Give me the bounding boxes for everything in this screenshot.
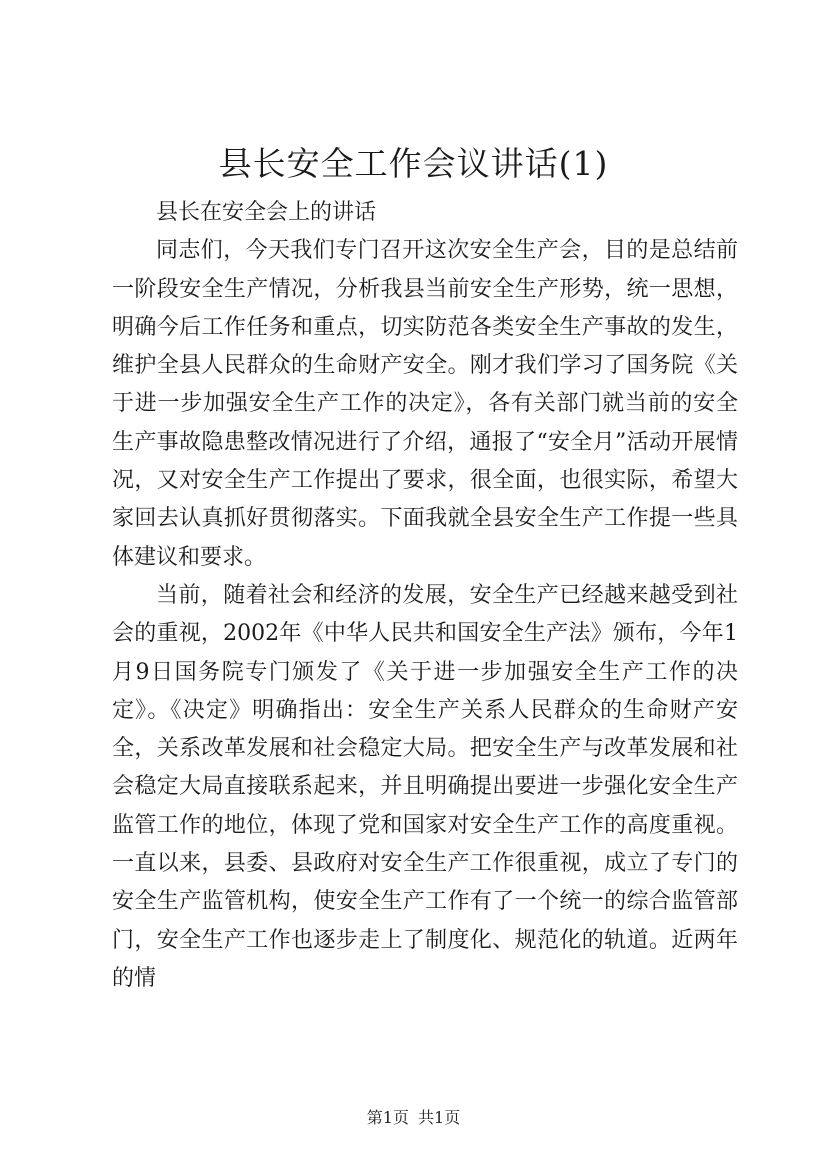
page-number: 第1页 (366, 1108, 409, 1127)
document-body (112, 194, 738, 998)
paragraph: 同志们，今天我们专门召开这次安全生产会，目的是总结前一阶段安全生产情况，分析我县当前安全生产形势，统一思想，明确今后工作任务和重点，切实防范各类安全生产事故的发生，维护全县人民群众的生命财产安全。刚才我们学习了国务院《关于进一步加强安全生产工作的决定》，各有关部门就当前的安全生产事故隐患整改情况进行了介绍，通报了“安全月”活动开展情况，又对安全生产工作提出了要求，很全面，也很实际，希望大家回去认真抓好贯彻落实。下面我就全县安全生产工作提一些具体建议和要求。 (112, 238, 738, 570)
paragraph: 当前，随着社会和经济的发展，安全生产已经越来越受到社会的重视，2002年《中华人民共和国安全生产法》颁布，今年1月9日国务院专门颁发了《关于进一步加强安全生产工作的决定》。《决定》明确指出：安全生产关系人民群众的生命财产安全，关系改革发展和社会稳定大局。把安全生产与改革发展和社会稳定大局直接联系起来，并且明确提出要进一步强化安全生产监管工作的地位，体现了党和国家对安全生产工作的高度重视。一直以来，县委、县政府对安全生产工作很重视，成立了专门的安全生产监管机构，使安全生产工作有了一个统一的综合监管部门，安全生产工作也逐步走上了制度化、规范化的轨道。近两年的情 (112, 582, 738, 991)
page-footer (0, 1107, 827, 1129)
document-title: 县长安全工作会议讲话(1) (218, 144, 609, 183)
paragraph-heading: 县长在安全会上的讲话 (156, 200, 377, 225)
page-total: 共1页 (418, 1108, 461, 1127)
